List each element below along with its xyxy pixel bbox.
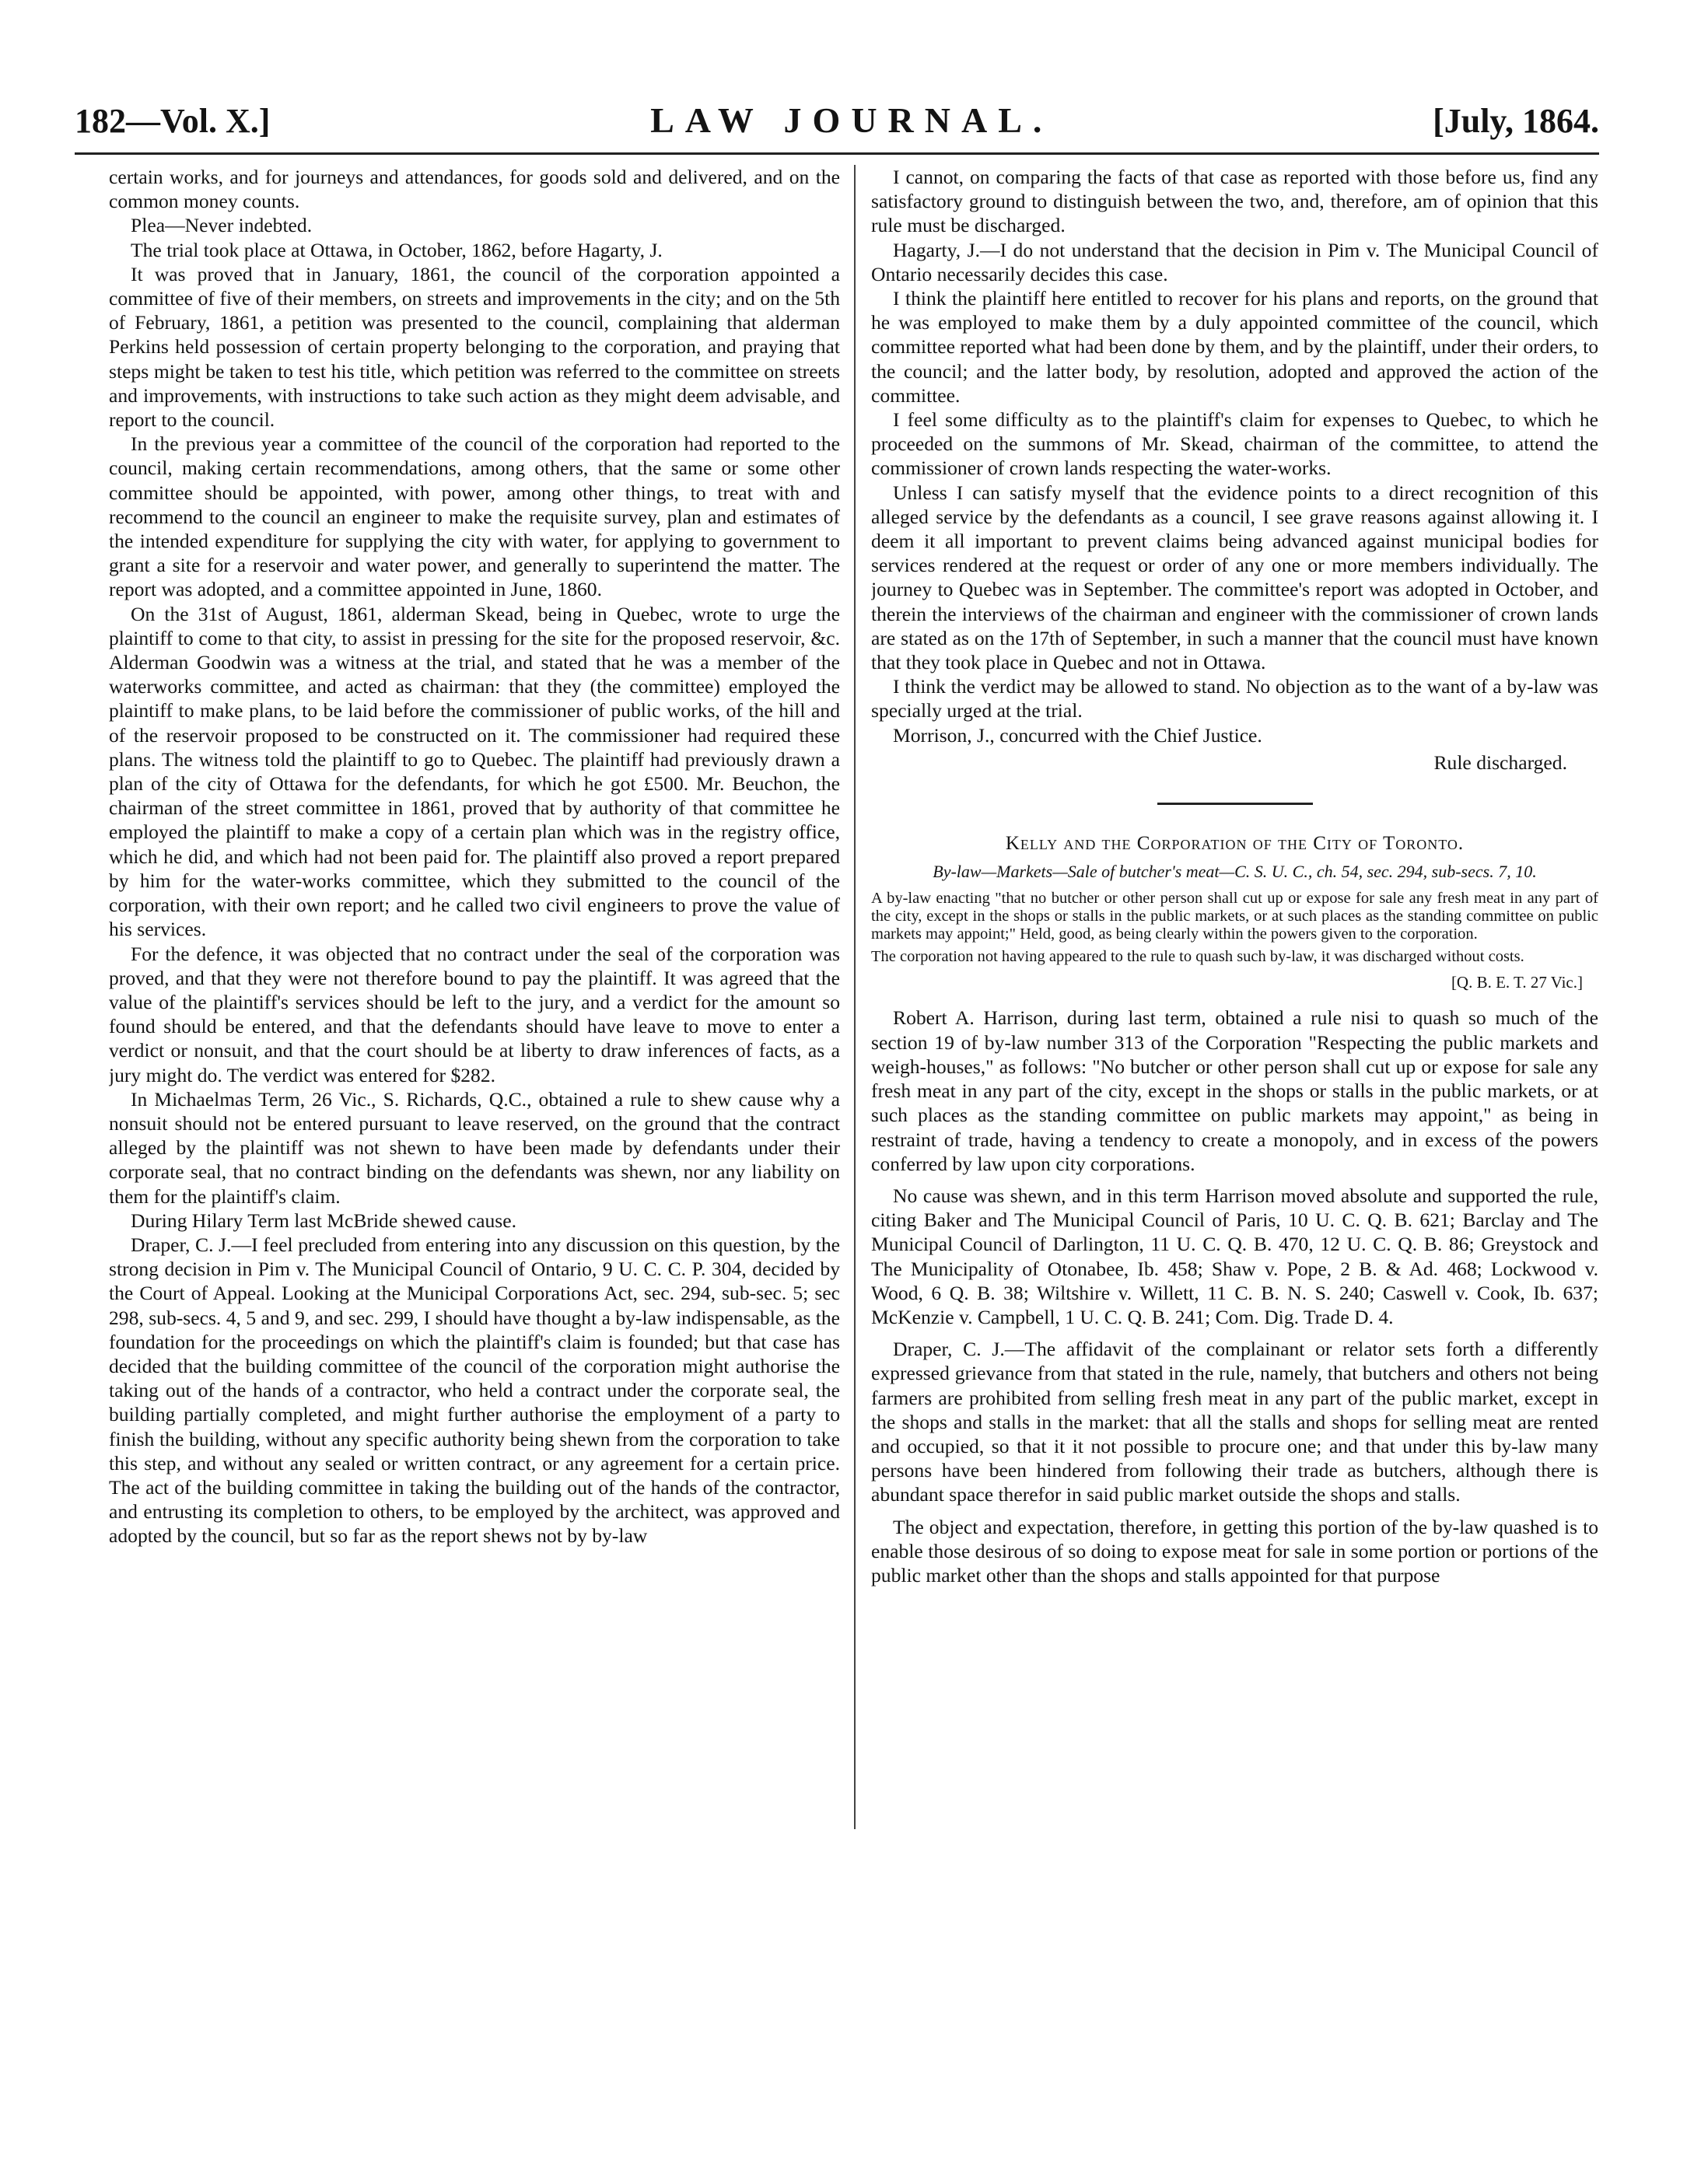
header-date: [July, 1864. [1433, 102, 1599, 140]
paragraph: I think the verdict may be allowed to stand. No objection as to the want of a by-law was specially urged at the trial. [871, 675, 1598, 722]
header-page-volume: 182—Vol. X.] [75, 102, 271, 140]
header-rule [75, 152, 1599, 155]
paragraph: The object and expectation, therefore, in getting this portion of the by-law quashed is to enable those desirous of so doing to expose meat for sale in some portion or portions of the public market other than the shops and stalls appointed for that purpose [871, 1515, 1598, 1587]
paragraph: I feel some difficulty as to the plaintiff's claim for expenses to Quebec, to which he proceeded on the summons of Mr. Skead, chairman of the committee, to attend the commissioner of crown lands respecting the water-works. [871, 408, 1598, 480]
paragraph: On the 31st of August, 1861, alderman Skead, being in Quebec, wrote to urge the plaintiff to come to that city, to assist in pressing for the site for the proposed reservoir, &c. Alderman Goodwin was a witness at the trial, and stated that he was a member of the waterworks committee, and acted as chairman: that they (the committee) employed the plaintiff to make plans, to be laid before the commissioner of public works, of the hill and of the reservoir proposed to be constructed on it. The commissioner had required these plans. The witness told the plaintiff to go to Quebec. The plaintiff had previously drawn a plan of the city of Ottawa for the defendants, for which he got £500. Mr. Beuchon, the chairman of the street committee in 1861, proved that by authority of that committee he employed the plaintiff to make a copy of a certain plan which was in the registry office, which he did, and which had not been paid for. The plaintiff also proved a report prepared by him for the water-works committee, which they submitted to the council of the corporation, with their own report; and he called two civil engineers to prove the value of his services. [109, 602, 840, 941]
paragraph: In Michaelmas Term, 26 Vic., S. Richards, Q.C., obtained a rule to shew cause why a nonsuit should not be entered pursuant to leave reserved, on the ground that the contract alleged by the plaintiff was not shewn to have been made by defendants under their corporate seal, that no contract binding on the defendants was shewn, nor any liability on them for the plaintiff's claim. [109, 1087, 840, 1208]
paragraph: I cannot, on comparing the facts of that case as reported with those before us, find any satisfactory ground to distinguish between the two, and, therefore, am of opinion that this rule must be discharged. [871, 166, 1598, 237]
paragraph: Unless I can satisfy myself that the evidence points to a direct recognition of this alleged service by the defendants as a council, I see grave reasons against allowing it. I deem it all important to prevent claims being advanced against municipal bodies for services rendered at the request or order of any one or more members individually. The journey to Quebec was in September. The committee's report was adopted in October, and therein the interviews of the chairman and engineer with the commissioner of crown lands are stated as on the 17th of September, in such a manner that the council must have known that they took place in Quebec and not in Ottawa. [871, 481, 1598, 674]
case-title: Kelly and the Corporation of the City of Toronto. [1005, 833, 1465, 855]
header-journal-title: LAW JOURNAL. [650, 100, 1053, 140]
paragraph: Morrison, J., concurred with the Chief Justice. [893, 723, 1262, 747]
section-separator [1157, 803, 1313, 805]
headnote: A by-law enacting "that no butcher or other person shall cut up or expose for sale any fresh meat in any part of the city, except in the shops or stalls in the public markets, or at such places as the standing committee on public markets may appoint;" Held, good, as being clearly within the powers given to the corporation. [871, 890, 1598, 943]
left-column [109, 165, 840, 2140]
page-header [75, 100, 1599, 154]
paragraph: certain works, and for journeys and attendances, for goods sold and delivered, and on the common money counts. [109, 166, 840, 213]
column-divider [854, 165, 856, 1829]
paragraph: I think the plaintiff here entitled to recover for his plans and reports, on the ground that he was employed to make them by a duly appointed committee of the council, which committee reported what had been done by them, and by the plaintiff, under their orders, to the council; and the latter body, by resolution, adopted and approved the action of the committee. [871, 287, 1598, 407]
paragraph: The trial took place at Ottawa, in October, 1862, before Hagarty, J. [131, 238, 663, 261]
paragraph: Robert A. Harrison, during last term, obtained a rule nisi to quash so much of the section 19 of by-law number 313 of the Corporation "Respecting the public markets and weigh-houses," as follows: "No butcher or other person shall cut up or expose for sale any fresh meat in any part of the city, except in the shops or stalls in the public markets, or at such places as the standing committee on public markets may appoint," as being in restraint of trade, having a tendency to create a monopoly, and in excess of the powers conferred by law upon city corporations. [871, 1006, 1598, 1175]
paragraph: In the previous year a committee of the council of the corporation had reported to the council, making certain recommendations, among others, that the same or some other committee should be appointed, with power, among other things, to treat with and recommend to the council an engineer to make the requisite survey, plan and estimates of the intended expenditure for supplying the city with water, for applying to government to grant a site for a reservoir and water power, and generally to superintend the matter. The report was adopted, and a committee appointed in June, 1860. [109, 432, 840, 601]
paragraph: Hagarty, J.—I do not understand that the decision in Pim v. The Municipal Council of Ontario necessarily decides this case. [871, 238, 1598, 285]
paragraph: Plea—Never indebted. [131, 214, 313, 237]
rule-discharged: Rule discharged. [1433, 750, 1567, 774]
paragraph: It was proved that in January, 1861, the council of the corporation appointed a committee of five of their members, on streets and improvements in the city; and on the 5th of February, 1861, a petition was presented to the council, complaining that alderman Perkins held possession of certain property belonging to the corporation, and praying that steps might be taken to test his title, which petition was referred to the committee on streets and improvements, with instructions to take such action as they might deem advisable, and report to the council. [109, 262, 840, 432]
paragraph: Draper, C. J.—The affidavit of the complainant or relator sets forth a differently expressed grievance from that stated in the rule, namely, that butchers and others not being farmers are prohibited from selling fresh meat in any part of the public market, except in the shops and stalls in the market: that all the stalls and shops for selling meat are rented and occupied, so that it it not possible to procure one; and that under this by-law many persons have been hindered from following their trade as butchers, although there is abundant space therefor in said public market outside the shops and stalls. [871, 1338, 1598, 1506]
paragraph: During Hilary Term last McBride shewed cause. [131, 1209, 516, 1232]
paragraph: Draper, C. J.—I feel precluded from entering into any discussion on this question, by the strong decision in Pim v. The Municipal Council of Ontario, 9 U. C. C. P. 304, decided by the Court of Appeal. Looking at the Municipal Corporations Act, sec. 294, sub-sec. 5; sec 298, sub-secs. 4, 5 and 9, and sec. 299, I should have thought a by-law indispensable, as the foundation for the proceedings on which the plaintiff's claim is founded; but that case has decided that the building committee of the council of the corporation might authorise the taking out of the hands of a contractor, who held a contract under the corporate seal, the building partially completed, and might further authorise the employment of a party to finish the building, without any specific authority being shewn from the corporation to take this step, and without any sealed or written contract, or any agreement for a certain price. The act of the building committee in taking the building out of the hands of the contractor, and entrusting its completion to others, to be employed by the architect, was approved and adopted by the council, but so far as the report shews not by by-law [109, 1233, 840, 1548]
report-reference: [Q. B. E. T. 27 Vic.] [1451, 973, 1583, 992]
headnote: The corporation not having appeared to the rule to quash such by-law, it was discharged without costs. [871, 948, 1524, 966]
paragraph: No cause was shewn, and in this term Harrison moved absolute and supported the rule, citing Baker and The Municipal Council of Paris, 10 U. C. Q. B. 621; Barclay and The Municipal Council of Darlington, 11 U. C. Q. B. 470, 12 U. C. Q. B. 86; Greystock and The Municipality of Otonabee, Ib. 458; Shaw v. Pope, 2 B. & Ad. 468; Lockwood v. Wood, 6 Q. B. 38; Wiltshire v. Willett, 11 C. B. N. S. 240; Caswell v. Cook, Ib. 637; McKenzie v. Campbell, 1 U. C. Q. B. 241; Com. Dig. Trade D. 4. [871, 1184, 1598, 1328]
headnote-index: By-law—Markets—Sale of butcher's meat—C. S. U. C., ch. 54, sec. 294, sub-secs. 7, 10. [933, 862, 1537, 882]
paragraph: For the defence, it was objected that no contract under the seal of the corporation was proved, and that they were not therefore bound to pay the plaintiff. It was agreed that the value of the plaintiff's services should be left to the jury, and a verdict for the amount so found should be entered, and that the defendants should have leave to move to enter a verdict or nonsuit, and that the court should be at liberty to draw inferences of facts, as a jury might do. The verdict was entered for $282. [109, 942, 840, 1086]
right-column [871, 165, 1598, 2140]
